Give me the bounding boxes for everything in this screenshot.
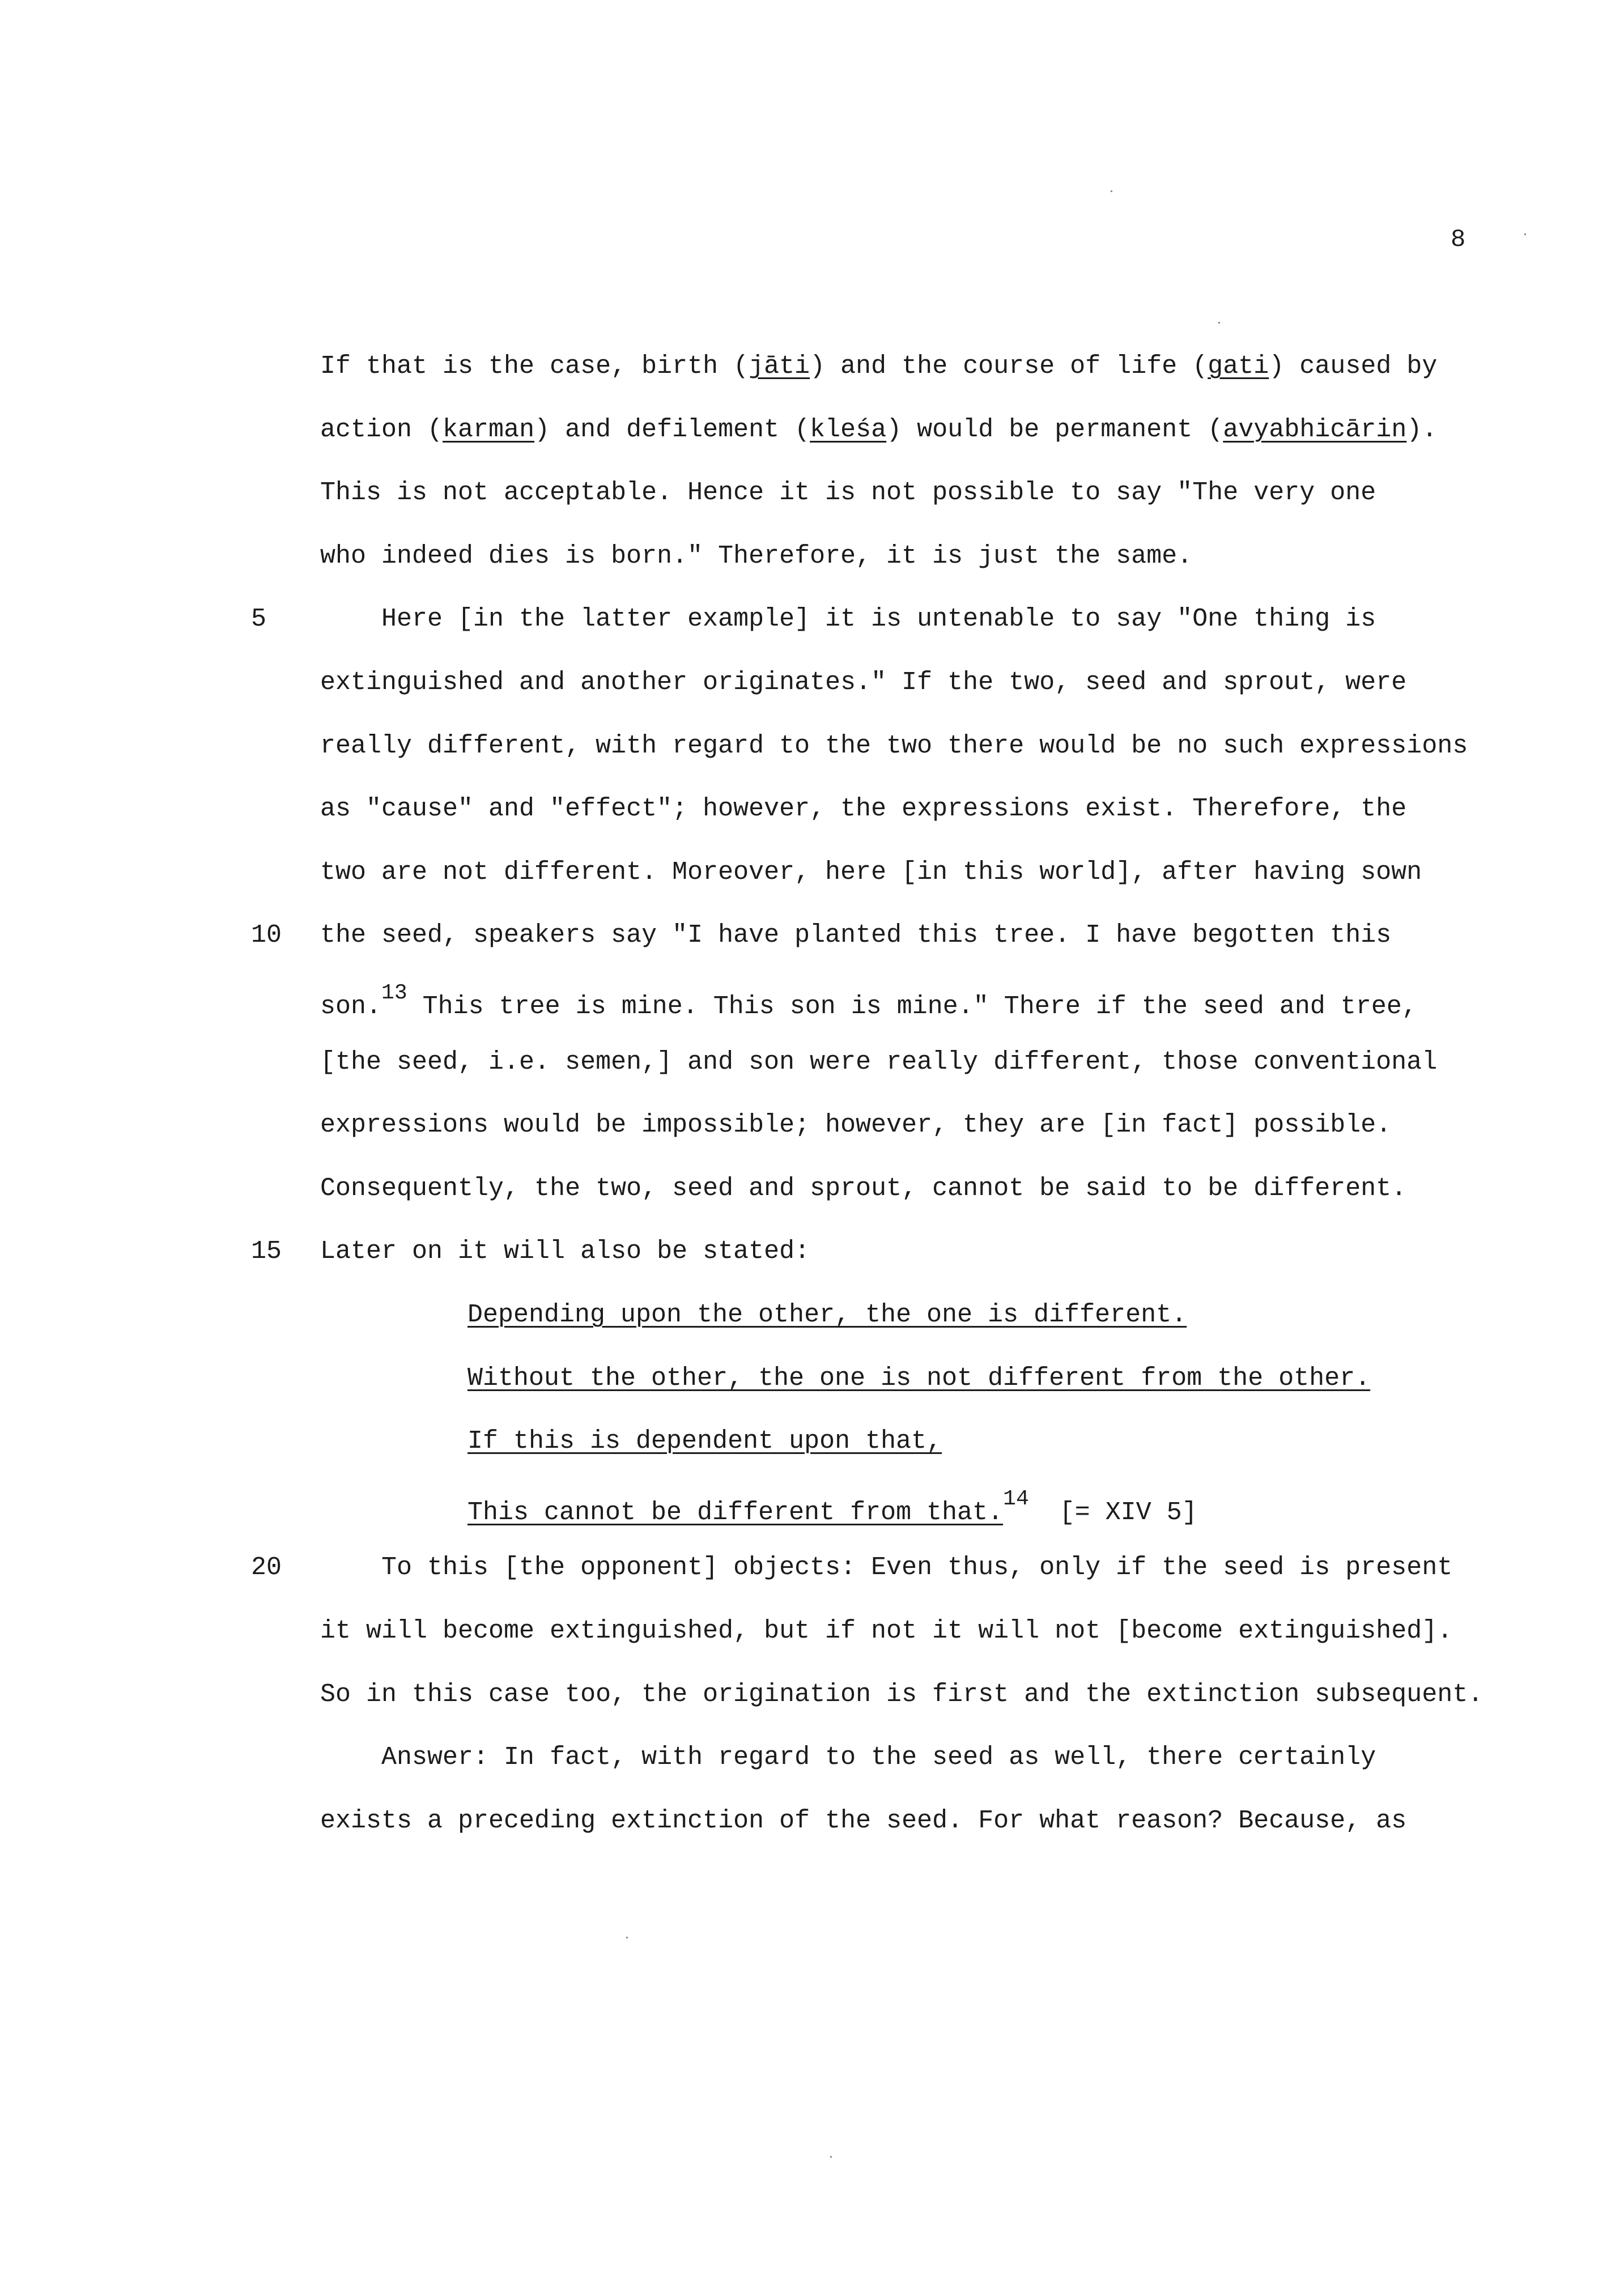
underlined-term: jāti bbox=[749, 352, 810, 381]
line-text bbox=[320, 1612, 1452, 1651]
line-text bbox=[320, 537, 1192, 576]
text-segment: Later on it will also be stated: bbox=[320, 1237, 810, 1266]
text-segment: [the seed, i.e. semen,] and son were really different, those conventional bbox=[320, 1047, 1438, 1077]
text-segment: To this [the opponent] objects: Even thus, only if the seed is present bbox=[320, 1553, 1453, 1583]
text-segment: Answer: In fact, with regard to the seed as well, there certainly bbox=[320, 1743, 1376, 1772]
scan-speck bbox=[1218, 322, 1220, 324]
line-text bbox=[320, 853, 1422, 892]
scan-speck bbox=[830, 2156, 832, 2158]
line-text bbox=[320, 1169, 1406, 1209]
text-segment: This tree is mine. This son is mine." There if the seed and tree, bbox=[407, 992, 1417, 1021]
text-segment: Here [in the latter example] it is untenable to say "One thing is bbox=[320, 605, 1376, 634]
line-text bbox=[320, 473, 1376, 513]
text-segment: the seed, speakers say "I have planted this tree. I have begotten this bbox=[320, 921, 1392, 950]
line-text bbox=[320, 726, 1468, 766]
line-text bbox=[320, 789, 1406, 829]
verse-line-text bbox=[467, 1295, 1187, 1335]
underlined-term: Without the other, the one is not different from the other. bbox=[467, 1363, 1371, 1393]
underlined-term: avyabhicārin bbox=[1223, 415, 1407, 444]
scan-speck bbox=[626, 1937, 628, 1938]
text-segment: as "cause" and "effect"; however, the expressions exist. Therefore, the bbox=[320, 794, 1407, 824]
text-segment: Consequently, the two, seed and sprout, cannot be said to be different. bbox=[320, 1173, 1407, 1203]
text-segment: who indeed dies is born." Therefore, it is just the same. bbox=[320, 541, 1193, 571]
scan-speck bbox=[1524, 233, 1526, 235]
footnote-ref: 14 bbox=[1003, 1486, 1029, 1511]
text-segment: ) and defilement ( bbox=[534, 415, 810, 444]
text-segment: This is not acceptable. Hence it is not possible to say "The very one bbox=[320, 478, 1376, 508]
line-text bbox=[320, 1675, 1483, 1715]
line-number: 10 bbox=[251, 921, 282, 950]
text-segment: ) caused by bbox=[1269, 352, 1438, 381]
line-text bbox=[320, 979, 1417, 1027]
line-text bbox=[320, 410, 1437, 450]
underlined-term: karman bbox=[443, 415, 535, 444]
scan-speck bbox=[1111, 190, 1112, 192]
line-text bbox=[320, 1106, 1391, 1145]
line-text bbox=[320, 663, 1406, 703]
text-segment: really different, with regard to the two there would be no such expressions bbox=[320, 731, 1468, 760]
text-segment: [= XIV 5] bbox=[1028, 1498, 1197, 1527]
text-segment: So in this case too, the origination is first and the extinction subsequent. bbox=[320, 1680, 1483, 1709]
line-text bbox=[320, 1548, 1452, 1588]
text-segment: If that is the case, birth ( bbox=[320, 352, 749, 381]
footnote-ref: 13 bbox=[381, 981, 407, 1005]
text-segment: expressions would be impossible; however, they are [in fact] possible. bbox=[320, 1111, 1392, 1140]
text-segment: son. bbox=[320, 992, 382, 1021]
text-segment: ) and the course of life ( bbox=[810, 352, 1208, 381]
line-number: 5 bbox=[251, 605, 267, 634]
line-text bbox=[320, 1232, 810, 1272]
line-text bbox=[320, 1801, 1406, 1841]
line-text bbox=[320, 1043, 1437, 1082]
line-number: 15 bbox=[251, 1237, 282, 1266]
underlined-term: This cannot be different from that. bbox=[467, 1498, 1004, 1527]
text-segment: two are not different. Moreover, here [in this world], after having sown bbox=[320, 857, 1422, 887]
text-segment: extinguished and another originates." If the two, seed and sprout, were bbox=[320, 668, 1407, 697]
verse-line-text bbox=[467, 1485, 1197, 1533]
line-number: 20 bbox=[251, 1553, 282, 1583]
verse-line-text bbox=[467, 1359, 1370, 1398]
text-segment: exists a preceding extinction of the seed. For what reason? Because, as bbox=[320, 1806, 1407, 1835]
underlined-term: kleśa bbox=[810, 415, 887, 444]
text-segment: it will become extinguished, but if not it will not [become extinguished]. bbox=[320, 1617, 1453, 1646]
underlined-term: If this is dependent upon that, bbox=[467, 1427, 942, 1456]
text-segment: ) would be permanent ( bbox=[886, 415, 1223, 444]
page-number: 8 bbox=[1451, 226, 1466, 254]
underlined-term: gati bbox=[1208, 352, 1269, 381]
line-text bbox=[320, 599, 1376, 639]
underlined-term: Depending upon the other, the one is different. bbox=[467, 1300, 1187, 1329]
line-text bbox=[320, 916, 1391, 955]
text-segment: ). bbox=[1406, 415, 1438, 444]
text-segment: action ( bbox=[320, 415, 443, 444]
line-text bbox=[320, 1738, 1376, 1778]
verse-line-text bbox=[467, 1422, 942, 1461]
line-text bbox=[320, 347, 1437, 386]
